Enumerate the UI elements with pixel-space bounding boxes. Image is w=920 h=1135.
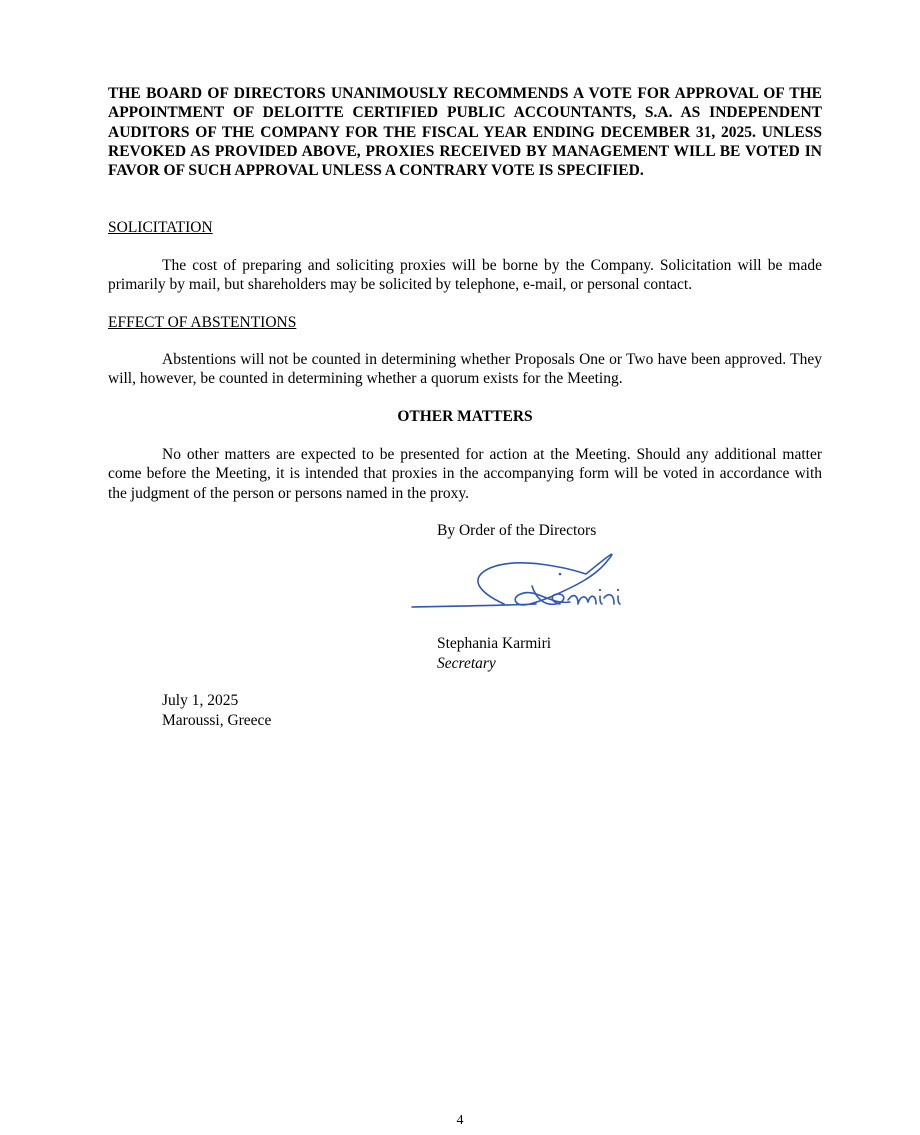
signer-title: Secretary: [437, 655, 496, 672]
other-matters-paragraph: No other matters are expected to be presented for action at the Meeting. Should any additional matter come before the Meeting, it is intended that proxies in the accompanying form will be voted in accordance with the judgment of the person or persons named in the proxy.: [108, 446, 822, 502]
signer-name: Stephania Karmiri: [437, 635, 552, 652]
by-order-line: By Order of the Directors: [437, 522, 597, 539]
other-matters-heading: OTHER MATTERS: [397, 408, 533, 425]
abstentions-heading: EFFECT OF ABSTENTIONS: [108, 314, 297, 331]
handwritten-signature: [408, 546, 630, 616]
board-recommendation: THE BOARD OF DIRECTORS UNANIMOUSLY RECOMMENDS A VOTE FOR APPROVAL OF THE APPOINTMENT OF DELOITTE CERTIFIED PUBLIC ACCOUNTANTS, S.A. AS INDEPENDENT AUDITORS OF THE COMPANY FOR THE FISCAL YEAR ENDING DECEMBER 31, 2025. UNLESS REVOKED AS PROVIDED ABOVE, PROXIES RECEIVED BY MANAGEMENT WILL BE VOTED IN FAVOR OF SUCH APPROVAL UNLESS A CONTRARY VOTE IS SPECIFIED.: [108, 85, 822, 180]
abstentions-paragraph: Abstentions will not be counted in determining whether Proposals One or Two have been approved. They will, however, be counted in determining whether a quorum exists for the Meeting.: [108, 351, 822, 388]
document-date: July 1, 2025: [162, 692, 239, 709]
page-number: 4: [456, 1113, 464, 1128]
solicitation-paragraph: The cost of preparing and soliciting proxies will be borne by the Company. Solicitation will be made primarily by mail, but shareholders may be solicited by telephone, e-mail, or personal contact.: [108, 257, 822, 294]
document-place: Maroussi, Greece: [162, 712, 272, 729]
solicitation-heading: SOLICITATION: [108, 219, 213, 236]
